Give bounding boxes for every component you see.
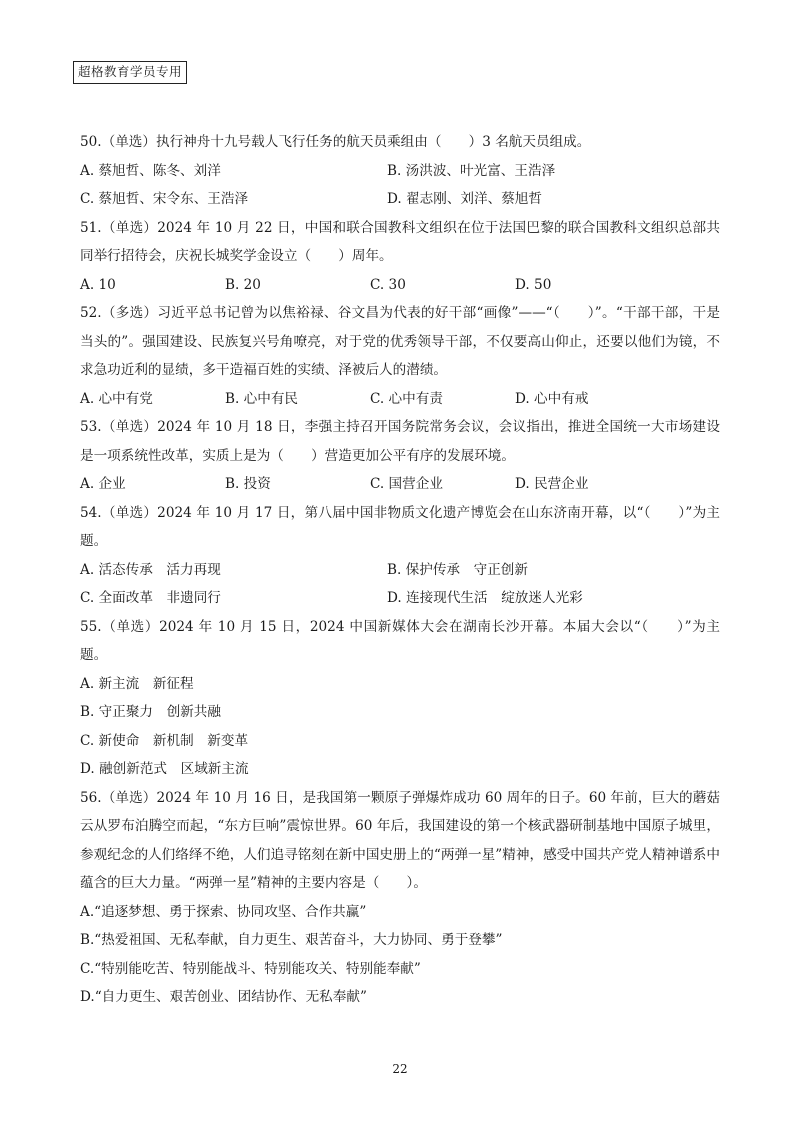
- option-list: [80, 271, 720, 300]
- question-stem: 55.（单选）2024 年 10 月 15 日，2024 中国新媒体大会在湖南长沙开幕。本届大会以“（ ）”为主题。: [80, 618, 720, 663]
- option-b: B. 保护传承 守正创新: [387, 561, 528, 578]
- option-b: B. 汤洪波、叶光富、王浩泽: [387, 162, 556, 179]
- question-52: [80, 299, 720, 413]
- option-a: A. 10: [80, 276, 116, 293]
- option-list: [80, 470, 720, 499]
- option-d: D. 连接现代生活 绽放迷人光彩: [387, 590, 583, 606]
- option-d: D.“自力更生、艰苦创业、团结协作、无私奉献”: [80, 989, 367, 1005]
- question-51: [80, 214, 720, 300]
- option-list: [80, 556, 720, 613]
- question-stem: 52.（多选）习近平总书记曾为以焦裕禄、谷文昌为代表的好干部“画像”——“（ ）”。“干部干部，干是当头的”。强国建设、民族复兴号角嘹亮，对于党的优秀领导干部，不仅要高山仰止，还要以他们为镜，不求急功近利的显绩，多干造福百姓的实绩、泽被后人的潜绩。: [80, 305, 720, 378]
- question-53: [80, 413, 720, 499]
- option-c: C. 30: [370, 276, 406, 293]
- option-a: A. 蔡旭哲、陈冬、刘洋: [80, 162, 221, 179]
- option-c: C. 国营企业: [370, 476, 443, 492]
- option-a: A. 活态传承 活力再现: [80, 561, 221, 578]
- option-b: B. 心中有民: [225, 390, 299, 407]
- option-c: C. 新使命 新机制 新变革: [80, 732, 249, 749]
- option-b: B. 守正聚力 创新共融: [80, 704, 221, 720]
- option-d: D. 50: [515, 276, 552, 293]
- option-b: B.“热爱祖国、无私奉献，自力更生、艰苦奋斗，大力协同、勇于登攀”: [80, 932, 503, 948]
- option-list: [80, 385, 720, 414]
- option-d: D. 民营企业: [515, 476, 589, 492]
- question-stem: 54.（单选）2024 年 10 月 17 日，第八届中国非物质文化遗产博览会在山东济南开幕，以“（ ）”为主题。: [80, 504, 720, 549]
- question-56: [80, 784, 720, 1012]
- question-stem: 50.（单选）执行神舟十九号载人飞行任务的航天员乘组由（ ）3 名航天员组成。: [80, 134, 591, 150]
- option-a: A.“追逐梦想、勇于探索、协同攻坚、合作共赢”: [80, 903, 367, 920]
- question-list: [80, 128, 720, 1012]
- question-50: [80, 128, 720, 214]
- question-stem: 51.（单选）2024 年 10 月 22 日，中国和联合国教科文组织在位于法国巴黎的联合国教科文组织总部共同举行招待会，庆祝长城奖学金设立（ ）周年。: [80, 219, 720, 264]
- option-c: C. 心中有责: [370, 390, 443, 407]
- option-c: C.“特别能吃苦、特别能战斗、特别能攻关、特别能奉献”: [80, 960, 421, 977]
- question-55: [80, 613, 720, 784]
- option-list: [80, 670, 720, 784]
- option-list: [80, 157, 720, 214]
- header-tag: 超格教育学员专用: [73, 61, 187, 84]
- option-d: D. 融创新范式 区域新主流: [80, 761, 249, 777]
- option-a: A. 企业: [80, 476, 126, 492]
- question-54: [80, 499, 720, 613]
- option-list: [80, 898, 720, 1012]
- option-a: A. 新主流 新征程: [80, 675, 194, 692]
- option-a: A. 心中有党: [80, 390, 153, 407]
- option-d: D. 心中有戒: [515, 390, 589, 407]
- question-stem: 56.（单选）2024 年 10 月 16 日，是我国第一颗原子弹爆炸成功 60 周年的日子。60 年前，巨大的蘑菇云从罗布泊腾空而起，“东方巨响”震惊世界。60 年后，我国建设的第一个核武器研制基地中国原子城里，参观纪念的人们络绎不绝，人们追寻铭刻在新中国史册上的“两弹一星”精神，感受中国共产党人精神谱系中蕴含的巨大力量。“两弹一星”精神的主要内容是（ ）。: [80, 789, 720, 891]
- page-number: 22: [392, 1062, 408, 1076]
- option-b: B. 投资: [225, 476, 271, 492]
- option-c: C. 全面改革 非遗同行: [80, 590, 221, 606]
- option-d: D. 翟志刚、刘洋、蔡旭哲: [387, 191, 542, 207]
- option-b: B. 20: [225, 276, 261, 293]
- question-stem: 53.（单选）2024 年 10 月 18 日，李强主持召开国务院常务会议，会议指出，推进全国统一大市场建设是一项系统性改革，实质上是为（ ）营造更加公平有序的发展环境。: [80, 419, 720, 464]
- option-c: C. 蔡旭哲、宋令东、王浩泽: [80, 191, 249, 207]
